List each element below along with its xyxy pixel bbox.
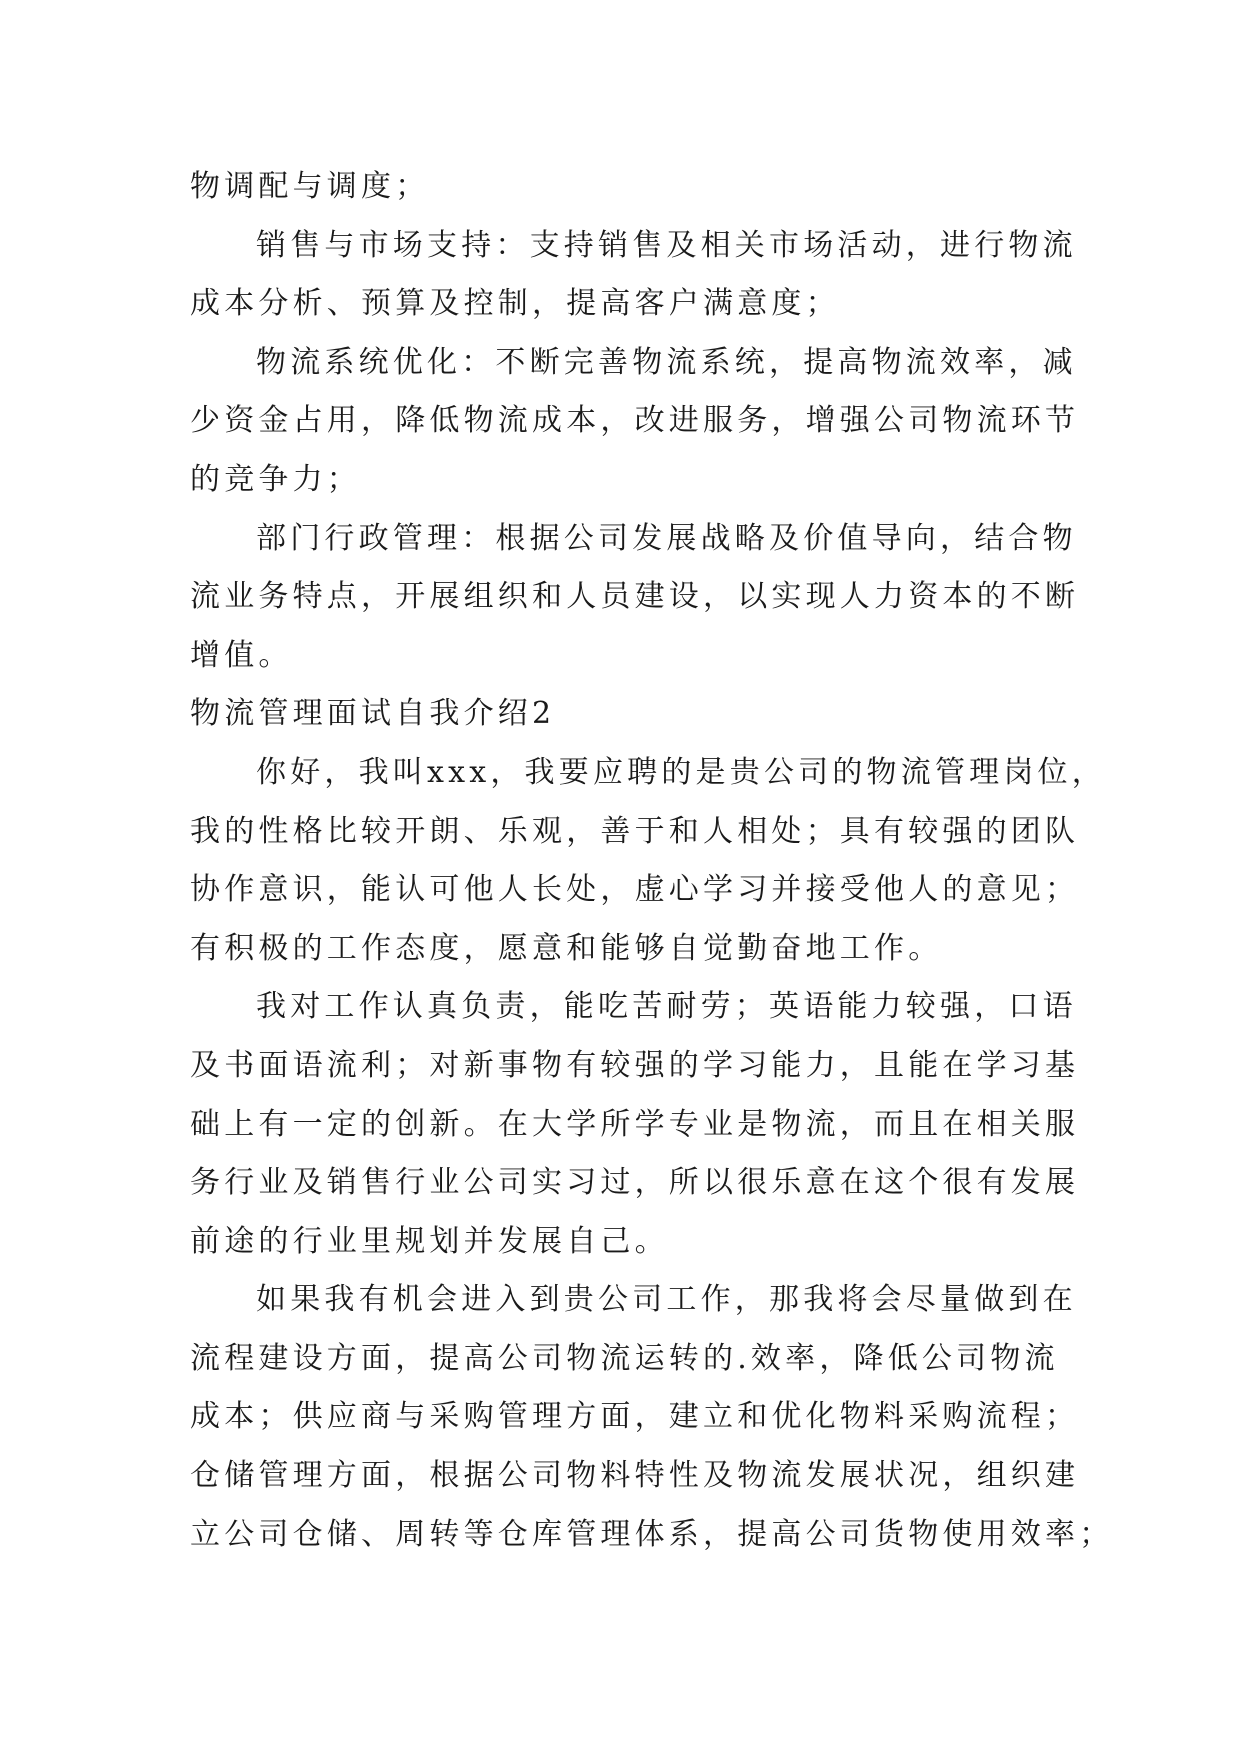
text-line-6: 的竞争力；	[190, 461, 361, 497]
text-line-21: 流程建设方面，提高公司物流运转的.效率，降低公司物流	[190, 1340, 1059, 1376]
text-line-17: 础上有一定的创新。在大学所学专业是物流，而且在相关服	[190, 1106, 1080, 1142]
text-line-8: 流业务特点，开展组织和人员建设，以实现人力资本的不断	[190, 579, 1080, 615]
section-heading: 物流管理面试自我介绍2	[190, 696, 556, 732]
text-line-13: 协作意识，能认可他人长处，虚心学习并接受他人的意见；	[190, 872, 1080, 908]
text-line-9: 增值。	[190, 637, 293, 673]
text-line-1: 物调配与调度；	[190, 169, 430, 204]
text-line-16: 及书面语流利；对新事物有较强的学习能力，且能在学习基	[190, 1047, 1080, 1083]
text-line-15: 我对工作认真负责，能吃苦耐劳；英语能力较强，口语	[256, 989, 1077, 1025]
document-body	[190, 158, 1114, 1564]
text-line-23: 仓储管理方面，根据公司物料特性及物流发展状况，组织建	[190, 1458, 1080, 1494]
text-line-3: 成本分析、预算及控制，提高客户满意度；	[190, 286, 840, 322]
text-line-4: 物流系统优化：不断完善物流系统，提高物流效率，减	[256, 344, 1077, 380]
text-line-11: 你好，我叫xxx，我要应聘的是贵公司的物流管理岗位，	[256, 754, 1106, 790]
text-line-19: 前途的行业里规划并发展自己。	[190, 1223, 669, 1259]
text-line-12: 我的性格比较开朗、乐观，善于和人相处；具有较强的团队	[190, 813, 1080, 849]
text-line-14: 有积极的工作态度，愿意和能够自觉勤奋地工作。	[190, 930, 943, 966]
text-line-20: 如果我有机会进入到贵公司工作，那我将会尽量做到在	[256, 1282, 1077, 1318]
text-line-7: 部门行政管理：根据公司发展战略及价值导向，结合物	[256, 520, 1077, 556]
text-line-5: 少资金占用，降低物流成本，改进服务，增强公司物流环节	[190, 403, 1080, 439]
text-line-24: 立公司仓储、周转等仓库管理体系，提高公司货物使用效率；	[190, 1516, 1114, 1552]
text-line-18: 务行业及销售行业公司实习过，所以很乐意在这个很有发展	[190, 1165, 1080, 1201]
text-line-22: 成本；供应商与采购管理方面，建立和优化物料采购流程；	[190, 1399, 1080, 1435]
text-line-2: 销售与市场支持：支持销售及相关市场活动，进行物流	[256, 227, 1077, 263]
